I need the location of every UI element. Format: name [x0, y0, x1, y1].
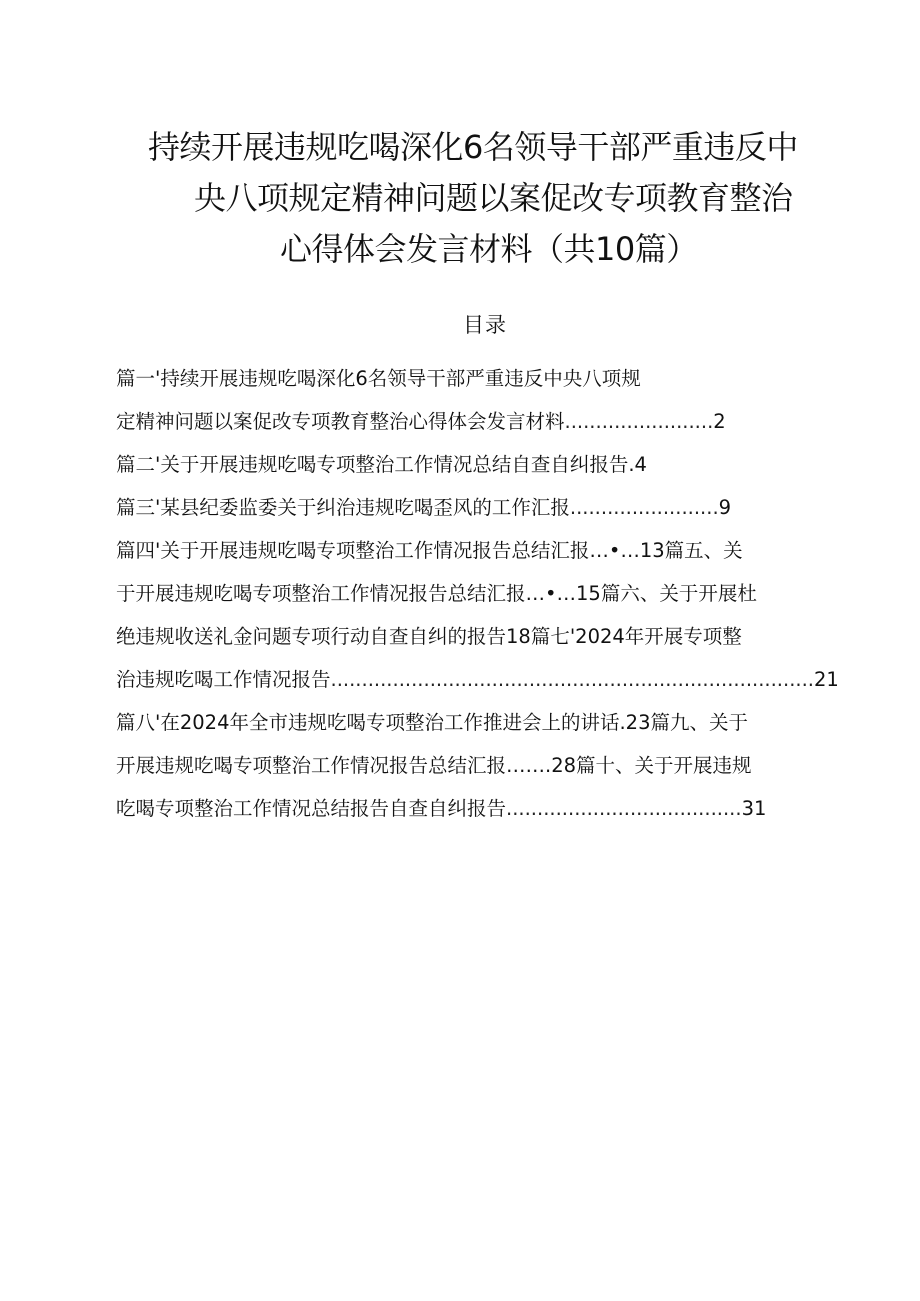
- toc-line[interactable]: [116, 658, 856, 701]
- toc-entry-text: 开展违规吃喝专项整治工作情况报告总结汇报…….28篇十、关于开展违规: [116, 754, 752, 777]
- toc-leader-dots: ........................: [564, 410, 714, 433]
- toc-page-number: 2: [713, 410, 726, 433]
- title-line-3: 心得体会发言材料（共10篇）: [280, 230, 698, 268]
- toc-line[interactable]: [116, 357, 856, 400]
- toc-leader-dots: ........................: [569, 496, 719, 519]
- toc-line[interactable]: [116, 486, 856, 529]
- toc-entry-text: 吃喝专项整治工作情况总结报告自查自纠报告: [116, 797, 507, 820]
- toc-page-number: 21: [814, 668, 839, 691]
- title-line-1: 持续开展违规吃喝深化6名领导干部严重违反中: [148, 128, 798, 166]
- toc-line[interactable]: [116, 744, 856, 787]
- document-title: [100, 122, 820, 275]
- toc-line[interactable]: [116, 572, 856, 615]
- toc-entry-text: 篇八'在2024年全市违规吃喝专项整治工作推进会上的讲话.23篇九、关于: [116, 711, 748, 734]
- toc-entry-text: 治违规吃喝工作情况报告: [116, 668, 331, 691]
- toc-entry-text: 篇三'某县纪委监委关于纠治违规吃喝歪风的工作汇报: [116, 496, 570, 519]
- table-of-contents: [116, 357, 856, 830]
- toc-entry-text: 篇二'关于开展违规吃喝专项整治工作情况总结自查自纠报告.4: [116, 453, 647, 476]
- toc-entry-text: 篇四'关于开展违规吃喝专项整治工作情况报告总结汇报…•…13篇五、关: [116, 539, 743, 562]
- toc-leader-dots: ......................................: [506, 797, 742, 820]
- toc-line[interactable]: [116, 701, 856, 744]
- toc-entry-text: 绝违规收送礼金问题专项行动自查自纠的报告18篇七'2024年开展专项整: [116, 625, 742, 648]
- toc-page-number: 9: [718, 496, 732, 519]
- toc-entry-text: 定精神问题以案促改专项教育整治心得体会发言材料: [116, 410, 565, 433]
- toc-line[interactable]: [116, 615, 856, 658]
- toc-line[interactable]: [116, 400, 856, 443]
- toc-line[interactable]: [116, 787, 856, 830]
- toc-heading: 目录: [463, 313, 507, 337]
- toc-entry-text: 篇一'持续开展违规吃喝深化6名领导干部严重违反中央八项规: [116, 367, 641, 390]
- toc-line[interactable]: [116, 443, 856, 486]
- toc-leader-dots: ..............................................................................: [330, 668, 814, 691]
- toc-line[interactable]: [116, 529, 856, 572]
- toc-page-number: 31: [741, 797, 767, 820]
- toc-entry-text: 于开展违规吃喝专项整治工作情况报告总结汇报…•…15篇六、关于开展杜: [116, 582, 757, 605]
- title-line-2: 央八项规定精神问题以案促改专项教育整治: [194, 179, 793, 217]
